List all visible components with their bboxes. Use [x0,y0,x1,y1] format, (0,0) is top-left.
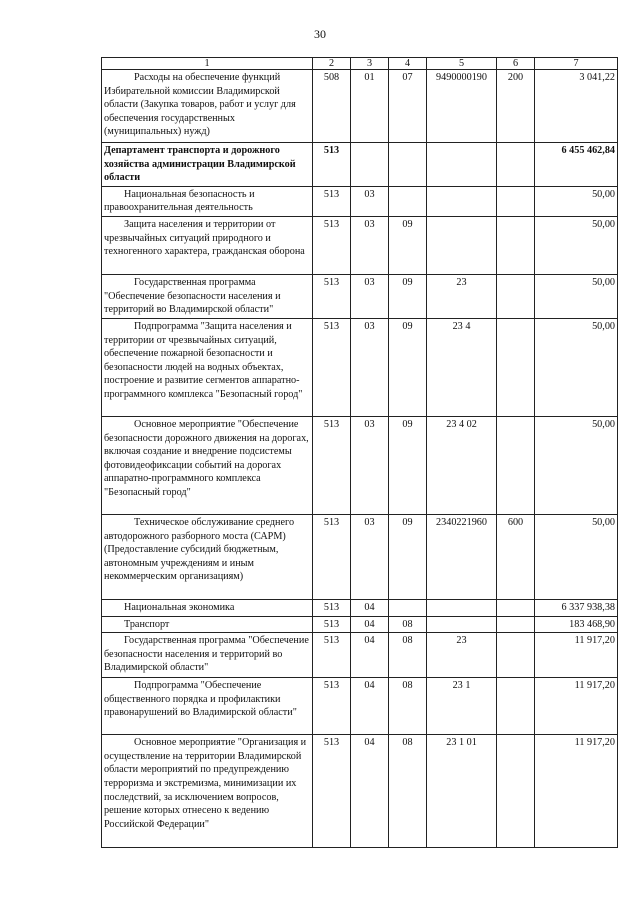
row-subsection-code-cell: 08 [389,735,427,848]
row-name-cell [102,274,313,318]
row-expense-type-cell [497,735,535,848]
row-name-cell [102,416,313,514]
row-section-code-cell: 01 [351,70,389,143]
row-name: Техническое обслуживание среднего автодорожного разборного моста (САРМ) (Предоставление субсидий бюджетным, автономным учреждениям и иным некоммерческим организациям) [104,516,295,583]
row-target-code-cell: 23 [427,633,497,678]
row-target-code-cell: 23 1 01 [427,735,497,848]
row-subsection-code-cell: 08 [389,678,427,735]
row-amount-cell: 50,00 [535,318,618,416]
col-header-3: 3 [351,58,389,70]
row-ministry-code-cell: 513 [313,416,351,514]
col-header-6: 6 [497,58,535,70]
row-ministry-code-cell: 513 [313,735,351,848]
row-name: Транспорт [124,618,170,630]
row-ministry-code-cell: 513 [313,216,351,274]
row-subsection-code-cell [389,599,427,616]
row-section-code-cell: 03 [351,186,389,216]
row-name-cell [102,678,313,735]
row-name-cell [102,216,313,274]
row-section-code-cell: 04 [351,616,389,633]
col-header-1: 1 [102,58,313,70]
table-row [102,678,618,735]
row-section-code-cell: 04 [351,735,389,848]
row-section-code-cell: 03 [351,318,389,416]
row-expense-type-cell [497,274,535,318]
row-expense-type-cell [497,678,535,735]
row-subsection-code-cell: 07 [389,70,427,143]
row-subsection-code-cell: 09 [389,416,427,514]
row-amount-cell: 50,00 [535,274,618,318]
row-expense-type-cell [497,616,535,633]
row-name: Основное мероприятие "Организация и осуществление на территории Владимирской области мероприятий по предупреждению терроризма и экстремизма, минимизации их последствий, за исключением вопросов, решение которых отнесено к ведению Российской Федерации" [104,737,307,830]
col-header-2: 2 [313,58,351,70]
row-name: Национальная экономика [124,601,235,613]
row-expense-type-cell [497,186,535,216]
row-target-code-cell: 2340221960 [427,514,497,599]
row-ministry-code-cell: 513 [313,616,351,633]
table-row [102,143,618,187]
row-name: Подпрограмма "Защита населения и территории от чрезвычайных ситуаций, обеспечение пожарной безопасности и безопасности людей на водных объектах, построение и развитие сегментов аппаратно-программного комплекса "Безопасный город" [104,320,303,400]
row-target-code-cell: 23 [427,274,497,318]
row-ministry-code-cell: 513 [313,186,351,216]
table-row [102,186,618,216]
budget-table [101,57,618,848]
row-amount-cell: 183 468,90 [535,616,618,633]
row-subsection-code-cell: 08 [389,633,427,678]
row-name-cell [102,143,313,187]
row-section-code-cell: 04 [351,599,389,616]
row-expense-type-cell [497,416,535,514]
row-target-code-cell: 23 4 02 [427,416,497,514]
row-section-code-cell: 04 [351,678,389,735]
col-header-7: 7 [535,58,618,70]
row-name-cell [102,633,313,678]
row-target-code-cell [427,186,497,216]
row-target-code-cell: 9490000190 [427,70,497,143]
col-header-5: 5 [427,58,497,70]
table-row [102,416,618,514]
row-section-code-cell [351,143,389,187]
table-row [102,599,618,616]
row-name: Основное мероприятие "Обеспечение безопасности дорожного движения на дорогах, включая создание и внедрение подсистемы фотовидеофиксации событий на дорогах аппаратно-программного комплекса "Безопасный город" [104,418,309,498]
row-target-code-cell [427,143,497,187]
row-amount-cell: 50,00 [535,186,618,216]
row-ministry-code-cell: 513 [313,143,351,187]
row-expense-type-cell [497,216,535,274]
row-expense-type-cell: 200 [497,70,535,143]
row-name: Государственная программа "Обеспечение безопасности населения и территорий во Владимирской области" [104,276,281,316]
row-amount-cell: 11 917,20 [535,633,618,678]
col-header-4: 4 [389,58,427,70]
row-expense-type-cell [497,633,535,678]
table-row [102,70,618,143]
row-expense-type-cell [497,599,535,616]
row-name-cell [102,514,313,599]
row-name-cell [102,599,313,616]
row-amount-cell: 11 917,20 [535,735,618,848]
row-amount-cell: 3 041,22 [535,70,618,143]
row-amount-cell: 11 917,20 [535,678,618,735]
table-row [102,633,618,678]
row-name-cell [102,70,313,143]
row-subsection-code-cell: 09 [389,318,427,416]
row-amount-cell: 50,00 [535,514,618,599]
row-subsection-code-cell: 08 [389,616,427,633]
row-ministry-code-cell: 513 [313,318,351,416]
row-target-code-cell: 23 1 [427,678,497,735]
table-row [102,616,618,633]
row-target-code-cell [427,616,497,633]
page-number: 30 [314,27,326,41]
row-name: Защита населения и территории от чрезвычайных ситуаций природного и техногенного характера, гражданская оборона [104,218,305,258]
row-subsection-code-cell: 09 [389,216,427,274]
row-name: Расходы на обеспечение функций Избирательной комиссии Владимирской области (Закупка товаров, работ и услуг для обеспечения государственных (муниципальных) нужд) [104,72,296,138]
row-expense-type-cell [497,318,535,416]
row-amount-cell: 6 455 462,84 [535,143,618,187]
row-ministry-code-cell: 513 [313,678,351,735]
row-target-code-cell: 23 4 [427,318,497,416]
row-ministry-code-cell: 513 [313,633,351,678]
row-subsection-code-cell [389,143,427,187]
row-ministry-code-cell: 513 [313,274,351,318]
row-subsection-code-cell: 09 [389,274,427,318]
row-ministry-code-cell: 513 [313,514,351,599]
row-subsection-code-cell [389,186,427,216]
row-name-cell [102,735,313,848]
row-name-cell [102,186,313,216]
row-subsection-code-cell: 09 [389,514,427,599]
row-name: Национальная безопасность и правоохранительная деятельность [104,188,255,214]
row-expense-type-cell [497,143,535,187]
table-row [102,216,618,274]
table-row [102,735,618,848]
row-ministry-code-cell: 508 [313,70,351,143]
table-row [102,274,618,318]
row-section-code-cell: 04 [351,633,389,678]
row-name-cell [102,318,313,416]
row-section-code-cell: 03 [351,514,389,599]
row-section-code-cell: 03 [351,416,389,514]
row-name: Департамент транспорта и дорожного хозяйства администрации Владимирской области [104,145,296,184]
row-target-code-cell [427,599,497,616]
table-row [102,514,618,599]
table-row [102,318,618,416]
header-row [102,58,618,70]
row-amount-cell: 50,00 [535,216,618,274]
row-target-code-cell [427,216,497,274]
row-expense-type-cell: 600 [497,514,535,599]
row-name-cell [102,616,313,633]
row-name: Государственная программа "Обеспечение безопасности населения и территорий во Владимирской области" [104,635,309,674]
row-amount-cell: 50,00 [535,416,618,514]
row-amount-cell: 6 337 938,38 [535,599,618,616]
row-ministry-code-cell: 513 [313,599,351,616]
row-name: Подпрограмма "Обеспечение общественного порядка и профилактики правонарушений во Владимирской области" [104,680,297,719]
row-section-code-cell: 03 [351,216,389,274]
row-section-code-cell: 03 [351,274,389,318]
